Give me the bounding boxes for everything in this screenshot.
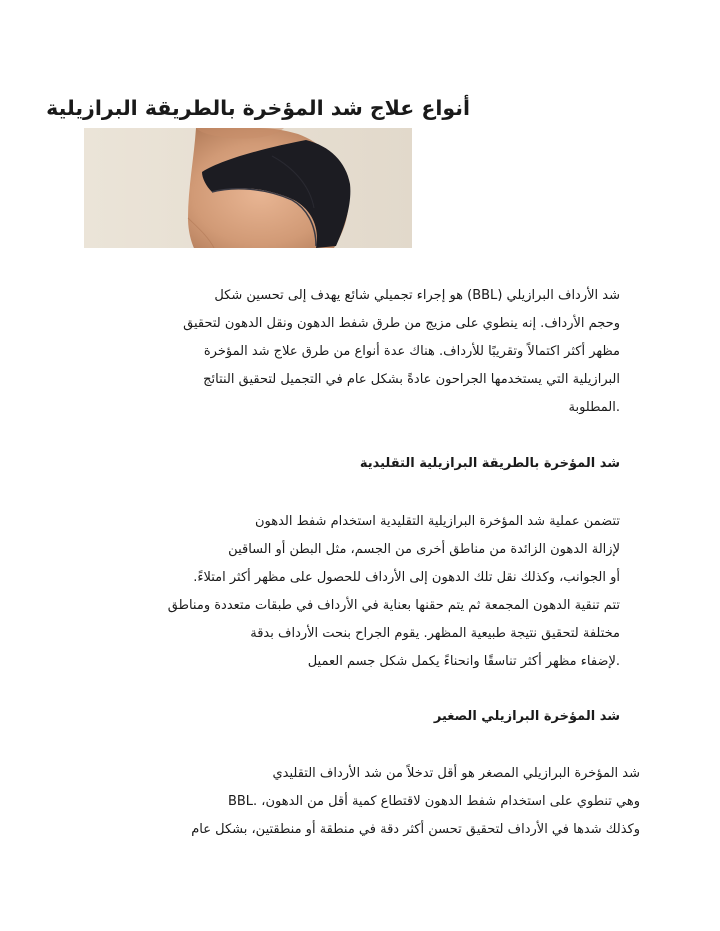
paragraph-line: وكذلك شدها في الأرداف لتحقيق تحسن أكثر دقة في منطقة أو منطقتين، بشكل عام (191, 822, 640, 837)
traditional-paragraph (84, 508, 620, 676)
section-heading-traditional: شد المؤخرة بالطريقة البرازيلية التقليدية (359, 456, 620, 471)
paragraph-line: وحجم الأرداف. إنه ينطوي على مزيج من طرق شفط الدهون ونقل الدهون لتحقيق (183, 316, 620, 331)
article-photo (84, 128, 412, 248)
paragraph-line: تتم تنقية الدهون المجمعة ثم يتم حقنها بعناية في الأرداف في طبقات متعددة ومناطق (167, 598, 620, 613)
paragraph-line: مظهر أكثر اكتمالاً وتقريبًا للأرداف. هناك عدة أنواع من طرق علاج شد المؤخرة (203, 344, 620, 359)
paragraph-line: لإزالة الدهون الزائدة من مناطق أخرى من الجسم، مثل البطن أو الساقين (228, 542, 620, 557)
paragraph-line: البرازيلية التي يستخدمها الجراحون عادةً بشكل عام في التجميل لتحقيق النتائج (203, 372, 620, 387)
paragraph-line: .لإضفاء مظهر أكثر تناسقًا وانحناءً يكمل شكل جسم العميل (307, 654, 620, 669)
paragraph-line: شد الأرداف البرازيلي (BBL) هو إجراء تجميلي شائع يهدف إلى تحسين شكل (214, 288, 620, 303)
intro-paragraph (84, 282, 620, 422)
paragraph-line: أو الجوانب، وكذلك نقل تلك الدهون إلى الأرداف للحصول على مظهر أكثر امتلاءً. (193, 570, 620, 585)
mini-paragraph (84, 760, 640, 844)
paragraph-line: وهي تنطوي على استخدام شفط الدهون لاقتطاع كمية أقل من الدهون، .BBL (227, 794, 640, 809)
paragraph-line: تتضمن عملية شد المؤخرة البرازيلية التقليدية استخدام شفط الدهون (254, 514, 620, 529)
paragraph-line: شد المؤخرة البرازيلي المصغر هو أقل تدخلاً من شد الأرداف التقليدي (272, 766, 640, 781)
document-page (46, 0, 644, 931)
article-title: أنواع علاج شد المؤخرة بالطريقة البرازيلية (46, 96, 470, 120)
paragraph-line: مختلفة لتحقيق نتيجة طبيعية المظهر. يقوم الجراح بنحت الأرداف بدقة (250, 626, 620, 641)
paragraph-line: .المطلوبة (568, 400, 620, 415)
section-heading-mini: شد المؤخرة البرازيلي الصغير (433, 709, 620, 724)
